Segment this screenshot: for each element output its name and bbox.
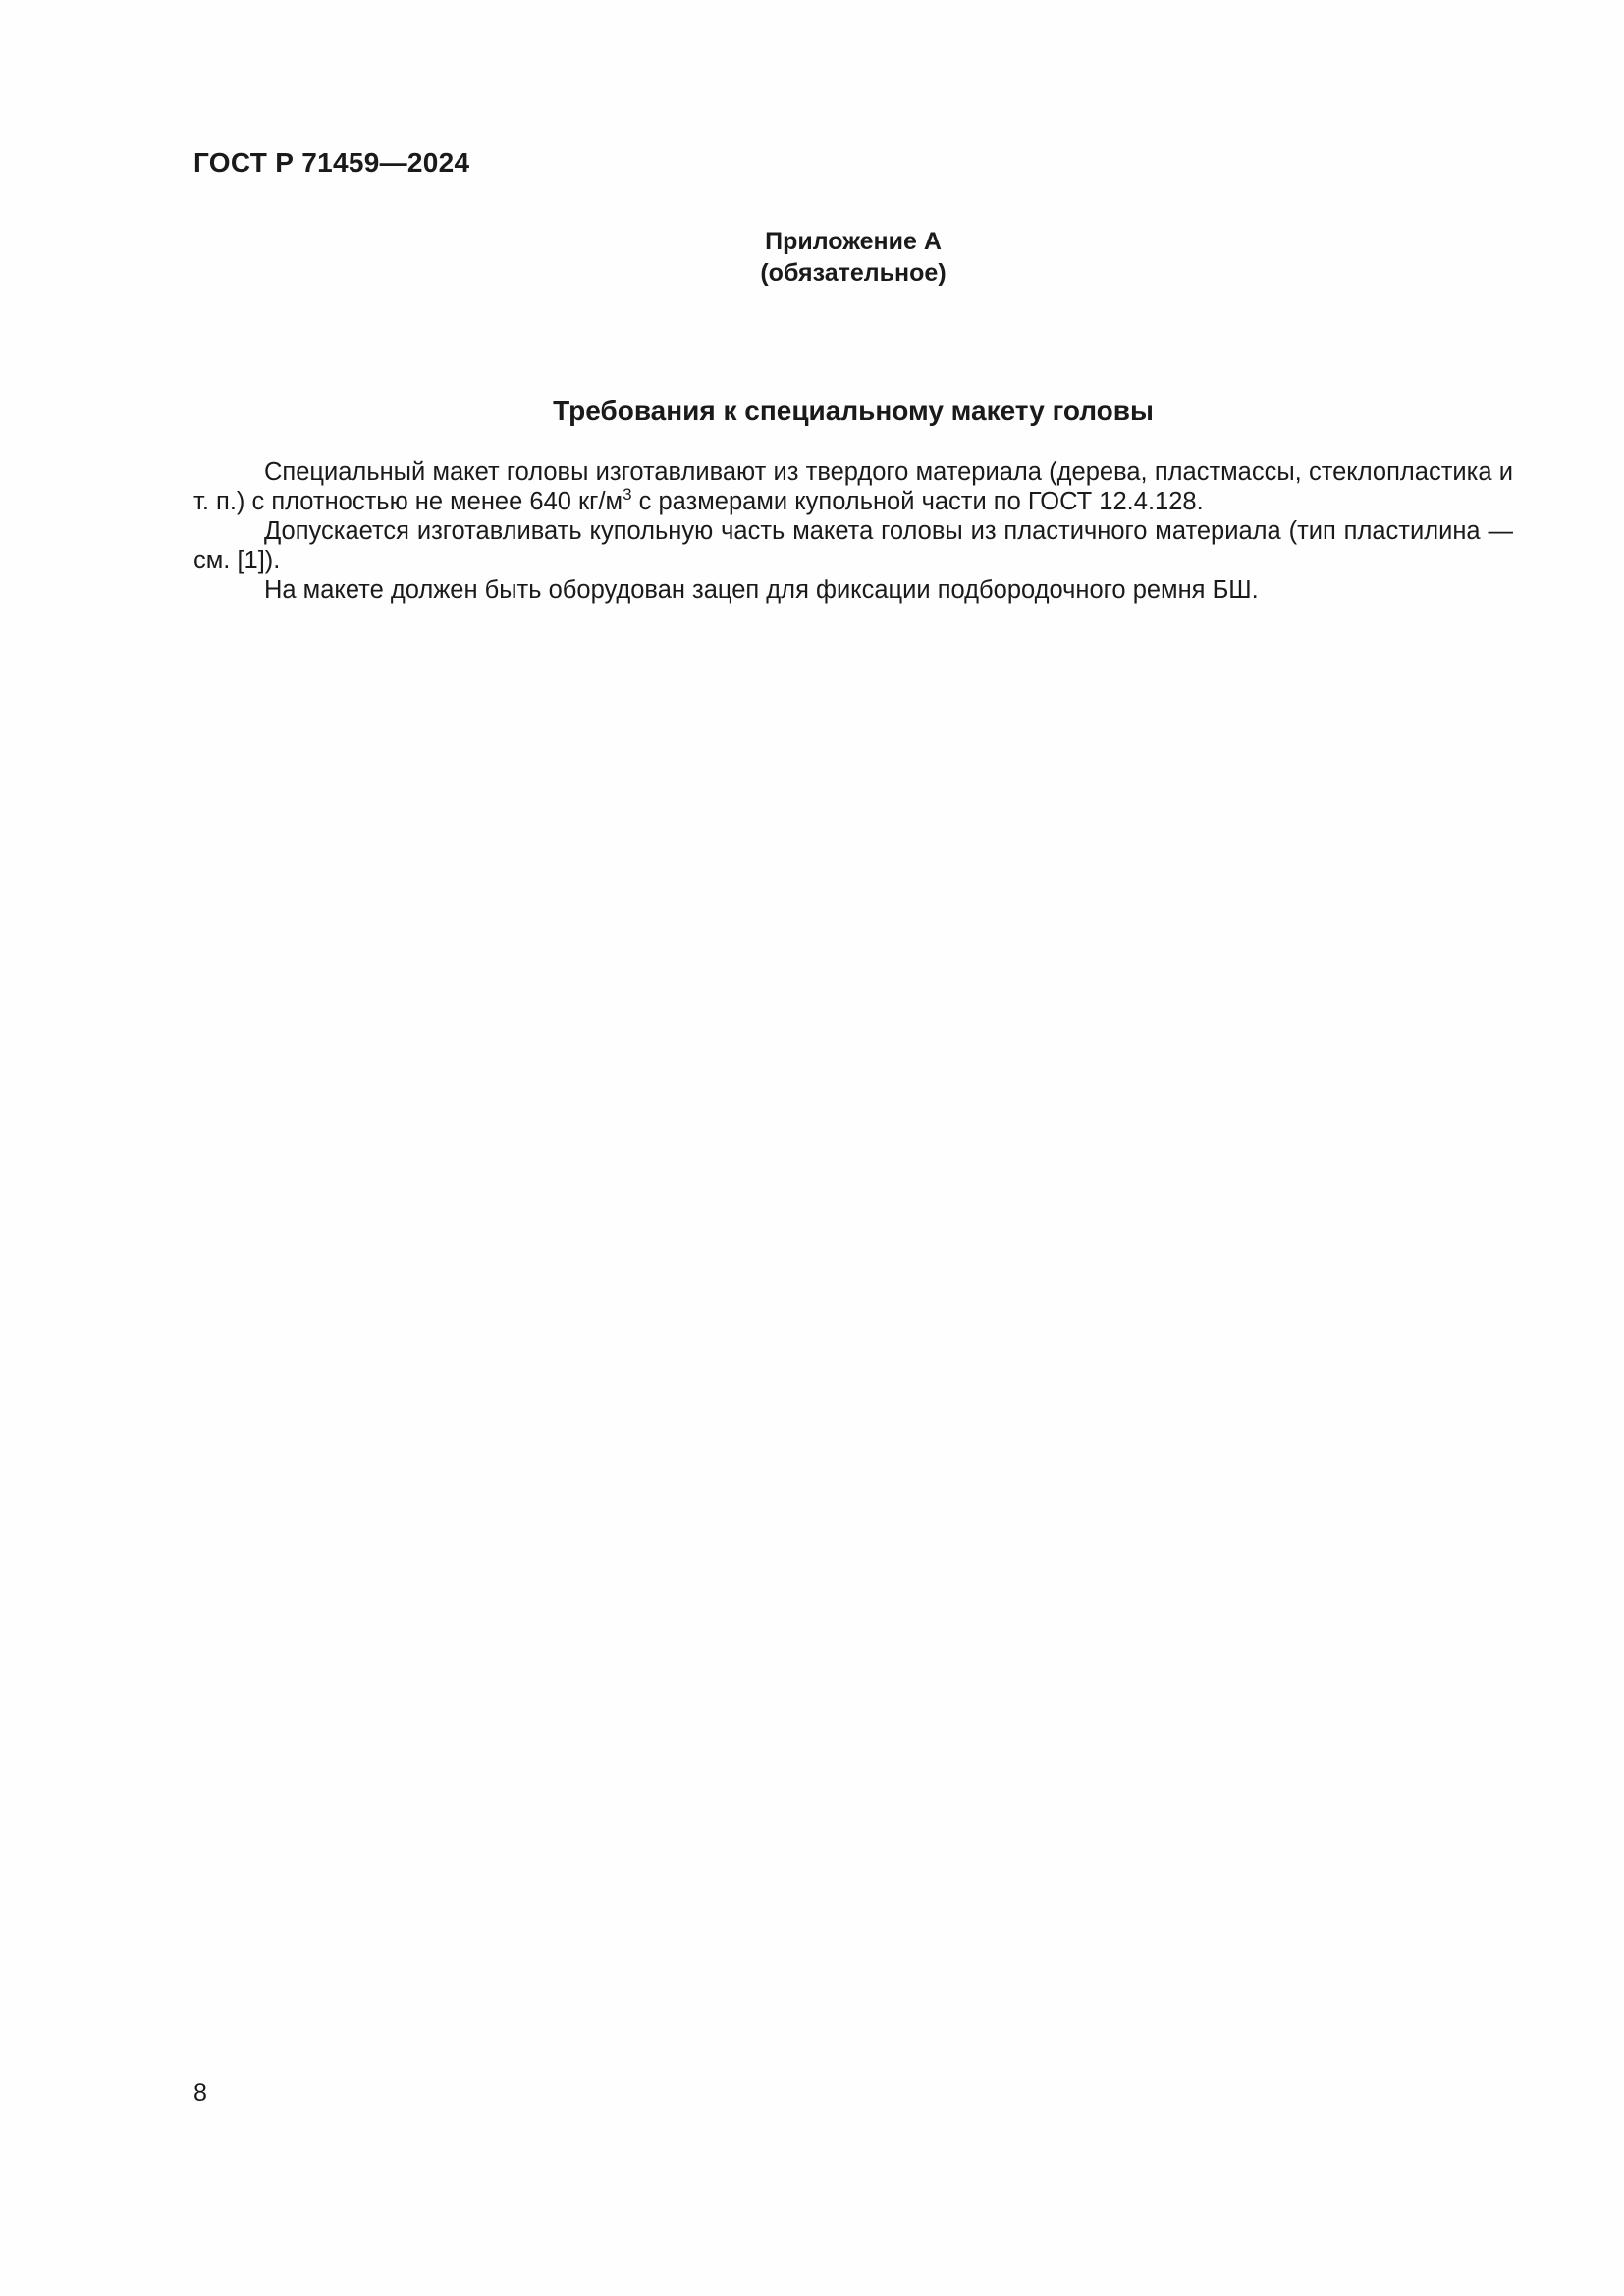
appendix-status: (обязательное)	[760, 259, 947, 287]
section-title: Требования к специальному макету головы	[553, 396, 1154, 426]
paragraph-chin-strap-hook: На макете должен быть оборудован зацеп для фиксации подбородочного ремня БШ.	[264, 576, 1259, 604]
paragraph-density-text: Специальный макет головы изготавливают из твердого материала (дерева, пластмассы, стеклопластика и т. п.) с плотностью не менее 640 кг/м	[193, 458, 1513, 515]
paragraph-density-text-end: с размерами купольной части по ГОСТ 12.4.128.	[631, 488, 1204, 515]
paragraph-density	[193, 457, 1513, 516]
page-number: 8	[193, 2079, 207, 2107]
superscript-cube: 3	[623, 484, 632, 504]
appendix-heading	[193, 226, 1513, 289]
body-text	[193, 457, 1513, 605]
appendix-title: Приложение А	[765, 228, 942, 255]
document-code-header: ГОСТ Р 71459—2024	[193, 147, 470, 178]
paragraph-dome-material: Допускается изготавливать купольную часть макета головы из пластичного материала (тип пластилина — см. [1]).	[193, 517, 1513, 574]
